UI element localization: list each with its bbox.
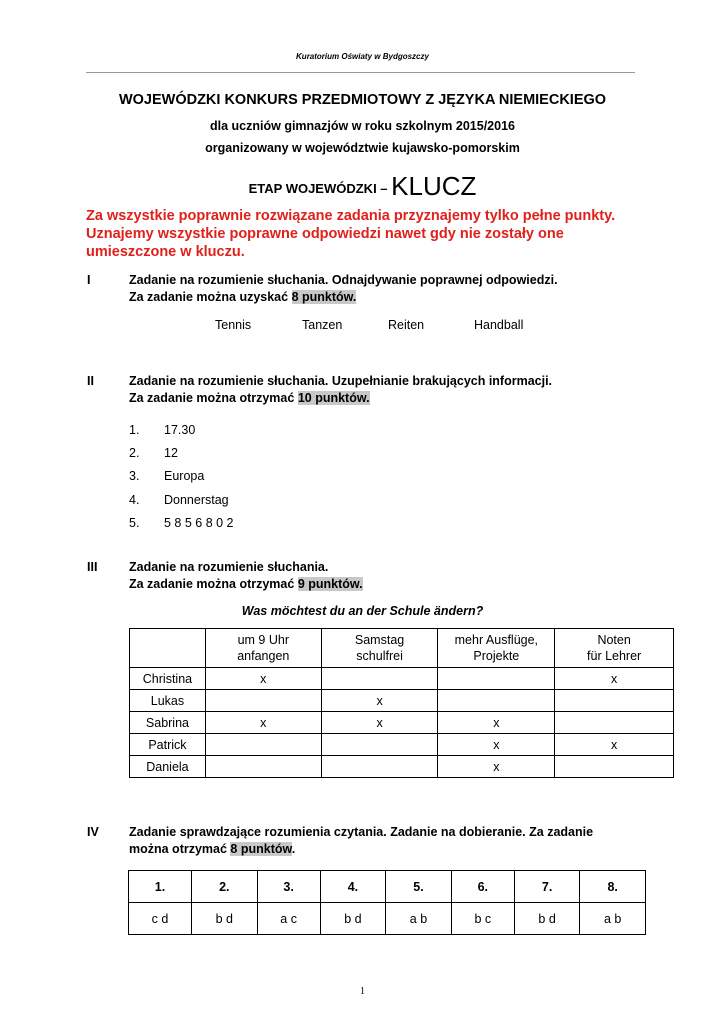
table-row <box>130 690 674 712</box>
header-cell <box>555 629 674 668</box>
table-cell: x <box>438 734 555 756</box>
notice-line-2: Uznajemy wszystkie poprawne odpowiedzi nawet gdy nie zostały one <box>86 226 564 242</box>
answer-number: 4. <box>129 492 140 507</box>
stage-key: KLUCZ <box>391 171 477 201</box>
table-row <box>130 668 674 690</box>
section-2-points: 10 punktów. <box>297 391 370 405</box>
header-divider <box>86 72 635 73</box>
table-cell <box>321 734 438 756</box>
section-1-points-prefix: Za zadanie można uzyskać <box>129 290 292 304</box>
header-cell: 1. <box>129 871 192 903</box>
section-3-table-title: Was möchtest du an der Schule ändern? <box>241 604 484 618</box>
table-header-row <box>129 871 646 903</box>
column-label: mehr Ausflüge, Projekte <box>454 633 539 663</box>
page-number: 1 <box>360 986 365 997</box>
student-name: Patrick <box>130 734 206 756</box>
answer-value: 17.30 <box>164 423 196 437</box>
table-cell <box>438 668 555 690</box>
section-4-points: 8 punktów <box>230 842 292 856</box>
table-cell: x <box>321 712 438 734</box>
section-3-instructions <box>129 559 649 593</box>
section-4-points-suffix: . <box>291 842 296 856</box>
section-3-line-1: Zadanie na rozumienie słuchania. <box>129 560 329 574</box>
header-cell <box>321 629 438 668</box>
table-cell: x <box>205 668 321 690</box>
table-cell <box>555 712 674 734</box>
column-label: um 9 Uhr anfangen <box>237 633 290 663</box>
section-3-points: 9 punktów. <box>297 577 363 591</box>
table-cell <box>321 756 438 778</box>
student-name: Lukas <box>130 690 206 712</box>
table-header-row <box>130 629 674 668</box>
table-cell: a c <box>257 903 320 935</box>
section-4-points-prefix: można otrzymać <box>129 842 231 856</box>
table-cell: b d <box>192 903 258 935</box>
answer-value: Donnerstag <box>164 492 229 507</box>
table-cell <box>205 690 321 712</box>
section-1-line-1: Zadanie na rozumienie słuchania. Odnajdywanie poprawnej odpowiedzi. <box>129 273 558 287</box>
header-cell: 6. <box>451 871 514 903</box>
table-row <box>130 756 674 778</box>
table-cell: x <box>321 690 438 712</box>
section-4-line-1: Zadanie sprawdzające rozumienia czytania. Zadanie na dobieranie. Za zadanie <box>129 825 594 839</box>
table-cell: x <box>438 756 555 778</box>
section-2-instructions <box>129 373 649 407</box>
table-row <box>130 734 674 756</box>
scoring-notice <box>86 207 646 261</box>
header-cell <box>130 629 206 668</box>
main-title: WOJEWÓDZKI KONKURS PRZEDMIOTOWY Z JĘZYKA NIEMIECKIEGO <box>118 92 607 108</box>
section-3-points-prefix: Za zadanie można otrzymać <box>129 577 298 591</box>
notice-line-3: umieszczone w kluczu. <box>86 244 245 260</box>
section-1-number: I <box>87 273 91 287</box>
section-1-word-2: Tanzen <box>302 318 343 332</box>
table-row <box>130 712 674 734</box>
header-cell <box>438 629 555 668</box>
header-cell: 4. <box>320 871 386 903</box>
subtitle-region: organizowany w województwie kujawsko-pomorskim <box>205 141 520 155</box>
table-cell: x <box>555 734 674 756</box>
header-cell: 3. <box>257 871 320 903</box>
table-cell: b c <box>451 903 514 935</box>
header-cell: 7. <box>514 871 580 903</box>
answer-value: Europa <box>164 469 205 484</box>
table-cell: b d <box>514 903 580 935</box>
answer-value: 12 <box>164 446 178 461</box>
section-1-word-3: Reiten <box>388 318 425 332</box>
section-2-points-prefix: Za zadanie można otrzymać <box>129 391 298 405</box>
table-cell: a b <box>386 903 452 935</box>
student-name: Christina <box>130 668 206 690</box>
header-cell: 2. <box>192 871 258 903</box>
stage-title <box>0 171 725 202</box>
stage-prefix: ETAP WOJEWÓDZKI – <box>248 181 392 196</box>
answer-number: 1. <box>129 423 140 437</box>
answer-number: 5. <box>129 515 140 530</box>
section-4-answer-table <box>128 870 646 935</box>
student-name: Sabrina <box>130 712 206 734</box>
answer-number: 2. <box>129 446 140 461</box>
table-cell <box>321 668 438 690</box>
table-cell <box>438 690 555 712</box>
table-cell <box>555 690 674 712</box>
table-cell: b d <box>320 903 386 935</box>
table-cell: x <box>205 712 321 734</box>
section-1-points: 8 punktów. <box>291 290 357 304</box>
section-3-number: III <box>87 560 98 574</box>
table-cell <box>205 756 321 778</box>
table-row <box>129 903 646 935</box>
section-1-instructions <box>129 272 649 306</box>
column-label: Noten für Lehrer <box>587 633 642 663</box>
section-4-instructions <box>129 824 669 858</box>
table-cell: c d <box>129 903 192 935</box>
subtitle-school-year: dla uczniów gimnazjów w roku szkolnym 2015/2016 <box>210 119 515 133</box>
section-4-line-2 <box>129 841 669 858</box>
section-2-line-1: Zadanie na rozumienie słuchania. Uzupełnianie brakujących informacji. <box>129 374 553 388</box>
table-cell <box>205 734 321 756</box>
section-1-line-2 <box>129 289 649 306</box>
answer-number: 3. <box>129 469 140 484</box>
section-3-answer-table <box>129 628 674 778</box>
table-cell: a b <box>580 903 646 935</box>
table-cell <box>555 756 674 778</box>
notice-line-1: Za wszystkie poprawnie rozwiązane zadania przyznajemy tylko pełne punkty. <box>86 208 616 224</box>
section-1-word-4: Handball <box>474 318 524 332</box>
header-cell <box>205 629 321 668</box>
header-cell: 5. <box>386 871 452 903</box>
student-name: Daniela <box>130 756 206 778</box>
header-organization: Kuratorium Oświaty w Bydgoszczy <box>296 52 429 61</box>
answer-value: 5 8 5 6 8 0 2 <box>164 515 234 530</box>
section-3-line-2 <box>129 576 649 593</box>
table-cell: x <box>555 668 674 690</box>
header-cell: 8. <box>580 871 646 903</box>
table-cell: x <box>438 712 555 734</box>
section-2-number: II <box>87 374 94 388</box>
section-2-line-2 <box>129 390 649 407</box>
column-label: Samstag schulfrei <box>354 633 405 663</box>
section-4-number: IV <box>87 825 99 839</box>
section-1-word-1: Tennis <box>215 318 252 332</box>
